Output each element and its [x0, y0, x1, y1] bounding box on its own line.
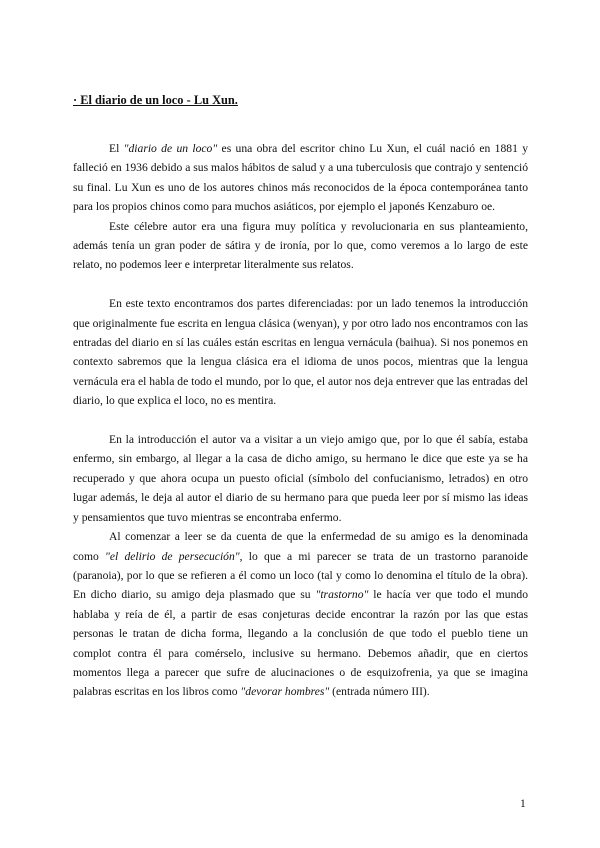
paragraph-4: En la introducción el autor va a visitar a un viejo amigo que, por lo que él sabía, estaba enfermo, sin embargo, al llegar a la casa de dicho amigo, su hermano le dice que este ya se ha recuperado y que ahora ocupa un puesto oficial (símbolo del confucianismo, letrados) en otro lugar además, le deja al autor el diario de su hermano para que pueda leer por sí mismo las ideas y pensamientos que tuvo mientras se encontraba enfermo. — [73, 433, 528, 524]
paragraph-5: Al comenzar a leer se da cuenta de que la enfermedad de su amigo es la denominada como "el delirio de persecución", lo que a mi parecer se trata de un trastorno paranoide (paranoia), por lo que se refieren a él como un loco (tal y como lo denomina el título de la obra). En dicho diario, su amigo deja plasmado que su "trastorno" le hacía ver que todo el mundo hablaba y reía de él, a partir de esas conjeturas decide encontrar la razón por las que estas personas le tratan de dicha forma, llegando a la conclusión de que todo el pueblo tiene un complot contra él para comérselo, inclusive su hermano. Debemos añadir, que en ciertos momentos llega a parecer que sufre de alucinaciones o de esquizofrenia, ya que se imagina palabras escritas en los libros como "devorar hombres" (entrada número III). — [73, 530, 528, 699]
paragraph-1: El "diario de un loco" es una obra del escritor chino Lu Xun, el cuál nació en 1881 y falleció en 1936 debido a sus malos hábitos de salud y a una tuberculosis que contrajo y sentenció su final. Lu Xun es uno de los autores chinos más reconocidos de la época contemporánea tanto para los propios chinos como para muchos asiáticos, por ejemplo el japonés Kenzaburo oe. — [73, 142, 528, 214]
paragraph-gap — [73, 411, 528, 430]
document-body — [73, 139, 528, 702]
paragraph-gap — [73, 275, 528, 294]
paragraph-3: En este texto encontramos dos partes diferenciadas: por un lado tenemos la introducción que originalmente fue escrita en lengua clásica (wenyan), y por otro lado nos encontramos con las entradas del diario en sí las cuáles están escritas en lengua vernácula (baihua). Si nos ponemos en contexto sabremos que la lengua clásica era el idioma de unos pocos, mientras que la lengua vernácula era el habla de todo el mundo, por lo que, el autor nos deja entrever que las entradas del diario, lo que explica el loco, no es mentira. — [73, 297, 528, 408]
page-number: 1 — [520, 798, 526, 810]
document-title: · El diario de un loco - Lu Xun. — [73, 93, 238, 107]
paragraph-2: Este célebre autor era una figura muy política y revolucionaria en sus planteamiento, además tenía un gran poder de sátira y de ironía, por lo que, como veremos a lo largo de este relato, no podemos leer e interpretar literalmente sus relatos. — [73, 219, 528, 272]
